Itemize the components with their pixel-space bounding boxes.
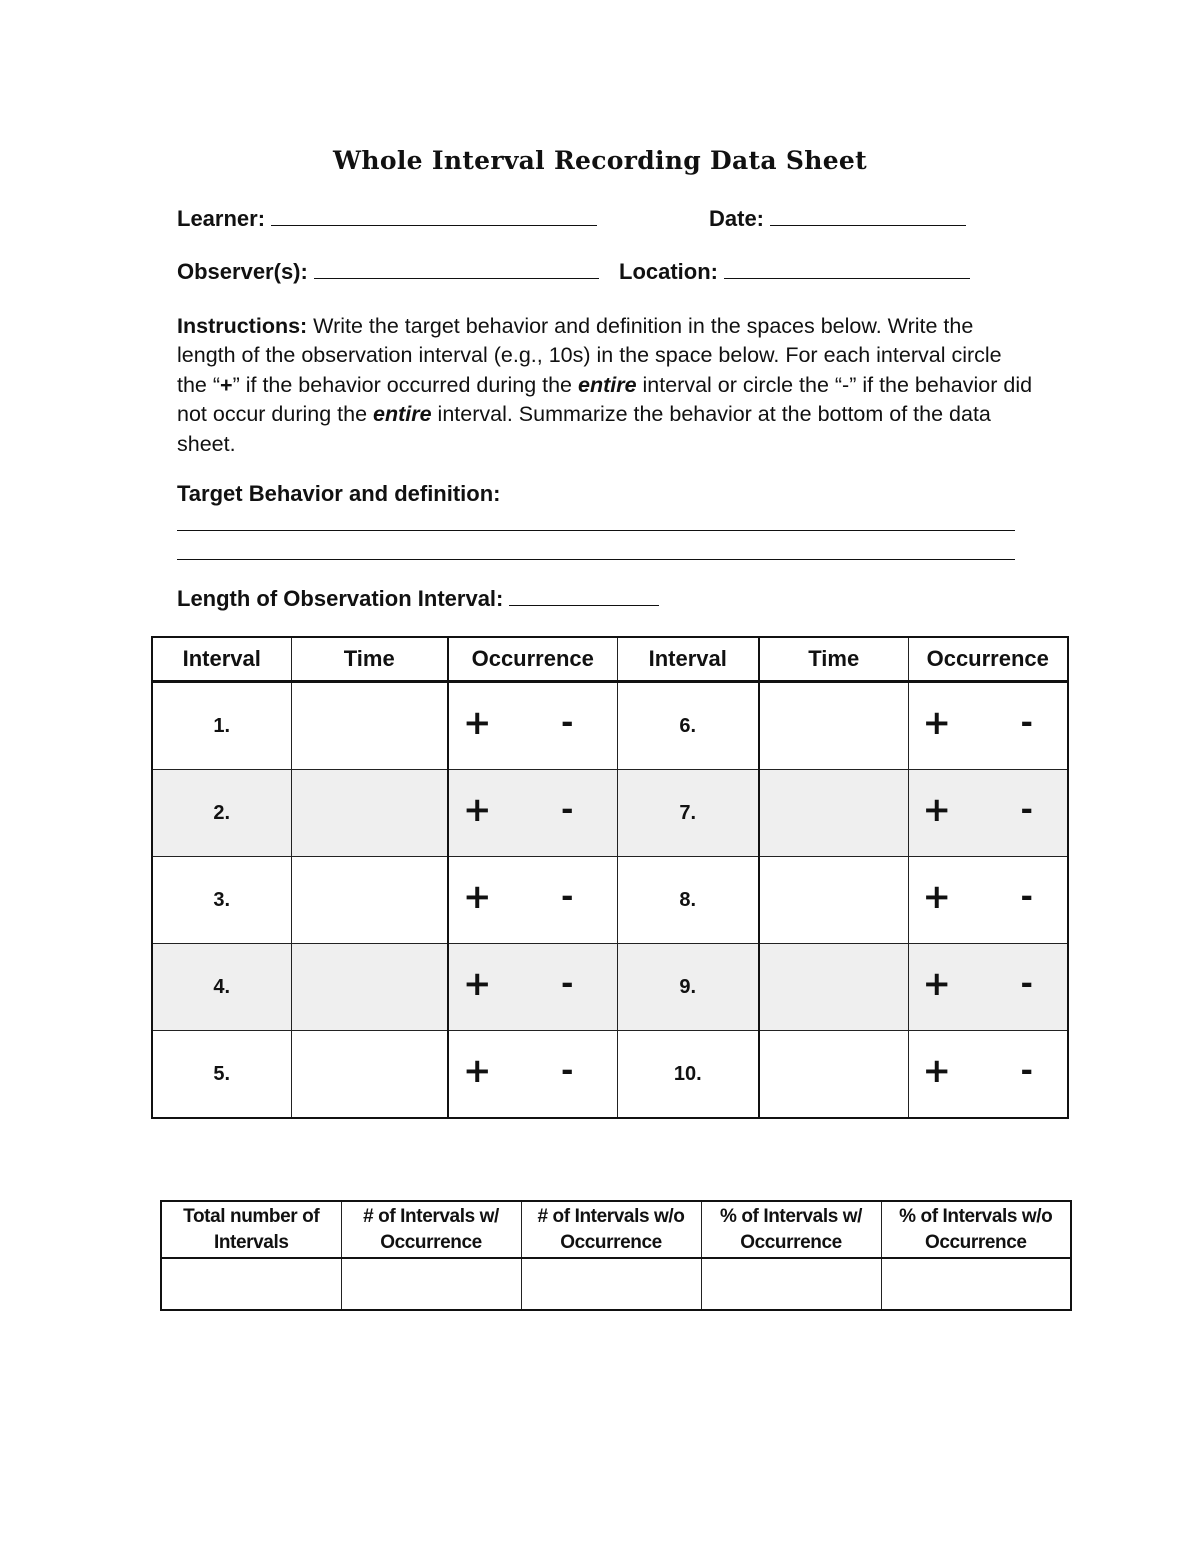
location-label: Location:: [619, 259, 718, 284]
summary-value-cell[interactable]: [341, 1258, 521, 1310]
observer-input[interactable]: [314, 260, 599, 279]
plus-option[interactable]: +: [463, 876, 492, 917]
definition-line-2[interactable]: [177, 559, 1015, 560]
summary-header: [521, 1201, 701, 1258]
summary-value-cell[interactable]: [881, 1258, 1071, 1310]
plus-option[interactable]: +: [922, 876, 951, 917]
summary-header-line: # of Intervals w/: [363, 1205, 499, 1227]
interval-number: 1.: [152, 682, 291, 770]
time-cell[interactable]: [759, 770, 908, 857]
summary-header-line: # of Intervals w/o: [537, 1205, 685, 1227]
location-input[interactable]: [724, 260, 970, 279]
occurrence-cell: [908, 682, 1068, 770]
time-cell[interactable]: [291, 682, 448, 770]
interval-number: 3.: [152, 857, 291, 944]
time-cell[interactable]: [759, 682, 908, 770]
instructions-text-3: interval or circle the “-” if the behavior did not occur during the: [177, 372, 1033, 427]
instructions-text-1: Write the target behavior and definition in the spaces below. Write the length of the observation interval (e.g., 10s) in the space below. For each interval circle the “: [177, 314, 1002, 397]
interval-length-label: Length of Observation Interval:: [177, 586, 504, 611]
time-cell[interactable]: [759, 857, 908, 944]
summary-header-line: Occurrence: [924, 1231, 1027, 1253]
summary-table-header: [161, 1201, 1071, 1258]
plus-option[interactable]: +: [463, 702, 492, 743]
summary-table-row: [161, 1258, 1071, 1310]
minus-option[interactable]: -: [1020, 879, 1033, 915]
learner-label: Learner:: [177, 206, 266, 231]
table-row: [152, 682, 1068, 770]
minus-option[interactable]: -: [561, 1053, 574, 1089]
summary-value-cell[interactable]: [161, 1258, 341, 1310]
occurrence-cell: [448, 682, 617, 770]
target-behavior-label: Target Behavior and definition:: [177, 481, 501, 506]
occurrence-cell: [908, 944, 1068, 1031]
interval-number: 10.: [617, 1031, 759, 1119]
minus-option[interactable]: -: [1020, 792, 1033, 828]
plus-option[interactable]: +: [922, 789, 951, 830]
interval-table: [151, 636, 1069, 1119]
summary-header-line: % of Intervals w/o: [899, 1205, 1053, 1227]
interval-length-input[interactable]: [509, 587, 659, 606]
table-row: [152, 857, 1068, 944]
header-interval-1: Interval: [152, 637, 291, 682]
summary-header: [341, 1201, 521, 1258]
table-row: [152, 1031, 1068, 1119]
summary-header-line: % of Intervals w/: [719, 1205, 863, 1227]
observer-field: [177, 259, 599, 285]
header-time-2: Time: [759, 637, 908, 682]
instructions-entire-1: entire: [577, 372, 637, 397]
summary-table: [160, 1200, 1072, 1311]
learner-input[interactable]: [271, 207, 597, 226]
header-occurrence-1: Occurrence: [448, 637, 617, 682]
definition-line-1[interactable]: [177, 530, 1015, 531]
header-occurrence-2: Occurrence: [908, 637, 1068, 682]
minus-option[interactable]: -: [1020, 1053, 1033, 1089]
occurrence-cell: [448, 770, 617, 857]
summary-header-line: Occurrence: [380, 1231, 482, 1253]
summary-value-cell[interactable]: [521, 1258, 701, 1310]
plus-option[interactable]: +: [463, 1050, 492, 1091]
interval-number: 8.: [617, 857, 759, 944]
summary-header: [701, 1201, 881, 1258]
instructions-entire-2: entire: [373, 402, 432, 427]
plus-option[interactable]: +: [463, 963, 492, 1004]
date-input[interactable]: [770, 207, 966, 226]
plus-option[interactable]: +: [922, 963, 951, 1004]
learner-field: [177, 206, 597, 232]
summary-header-line: Occurrence: [740, 1231, 842, 1253]
summary-header-line: Occurrence: [560, 1231, 662, 1253]
time-cell[interactable]: [759, 1031, 908, 1119]
summary-header-line: Intervals: [213, 1231, 289, 1253]
summary-value-cell[interactable]: [701, 1258, 881, 1310]
instructions-text-4: interval. Summarize the behavior at the bottom of the data sheet.: [177, 402, 991, 456]
interval-table-header: [152, 637, 1068, 682]
minus-option[interactable]: -: [1020, 705, 1033, 741]
summary-header: [881, 1201, 1071, 1258]
occurrence-cell: [908, 770, 1068, 857]
interval-number: 2.: [152, 770, 291, 857]
interval-number: 4.: [152, 944, 291, 1031]
interval-number: 9.: [617, 944, 759, 1031]
time-cell[interactable]: [759, 944, 908, 1031]
minus-option[interactable]: -: [561, 879, 574, 915]
plus-option[interactable]: +: [922, 1050, 951, 1091]
interval-length-field: [177, 586, 659, 612]
plus-option[interactable]: +: [922, 702, 951, 743]
time-cell[interactable]: [291, 1031, 448, 1119]
minus-option[interactable]: -: [561, 705, 574, 741]
interval-number: 6.: [617, 682, 759, 770]
occurrence-cell: [908, 1031, 1068, 1119]
occurrence-cell: [448, 944, 617, 1031]
table-row: [152, 944, 1068, 1031]
time-cell[interactable]: [291, 944, 448, 1031]
instructions-text-2: ” if the behavior occurred during the: [232, 372, 578, 397]
header-interval-2: Interval: [617, 637, 759, 682]
time-cell[interactable]: [291, 770, 448, 857]
instructions-plus: +: [220, 372, 233, 397]
time-cell[interactable]: [291, 857, 448, 944]
instructions-label: Instructions:: [177, 314, 308, 338]
occurrence-cell: [908, 857, 1068, 944]
minus-option[interactable]: -: [1020, 966, 1033, 1002]
date-label: Date:: [709, 206, 765, 231]
page-title: Whole Interval Recording Data Sheet: [333, 146, 867, 175]
location-field: [619, 259, 970, 285]
plus-option[interactable]: +: [463, 789, 492, 830]
observer-label: Observer(s):: [177, 259, 308, 284]
interval-number: 5.: [152, 1031, 291, 1119]
summary-header-line: Total number of: [183, 1205, 320, 1227]
minus-option[interactable]: -: [561, 792, 574, 828]
occurrence-cell: [448, 857, 617, 944]
occurrence-cell: [448, 1031, 617, 1119]
instructions-paragraph: [177, 312, 1037, 459]
summary-header: [161, 1201, 341, 1258]
interval-number: 7.: [617, 770, 759, 857]
header-time-1: Time: [291, 637, 448, 682]
table-row: [152, 770, 1068, 857]
minus-option[interactable]: -: [561, 966, 574, 1002]
date-field: [709, 206, 966, 232]
